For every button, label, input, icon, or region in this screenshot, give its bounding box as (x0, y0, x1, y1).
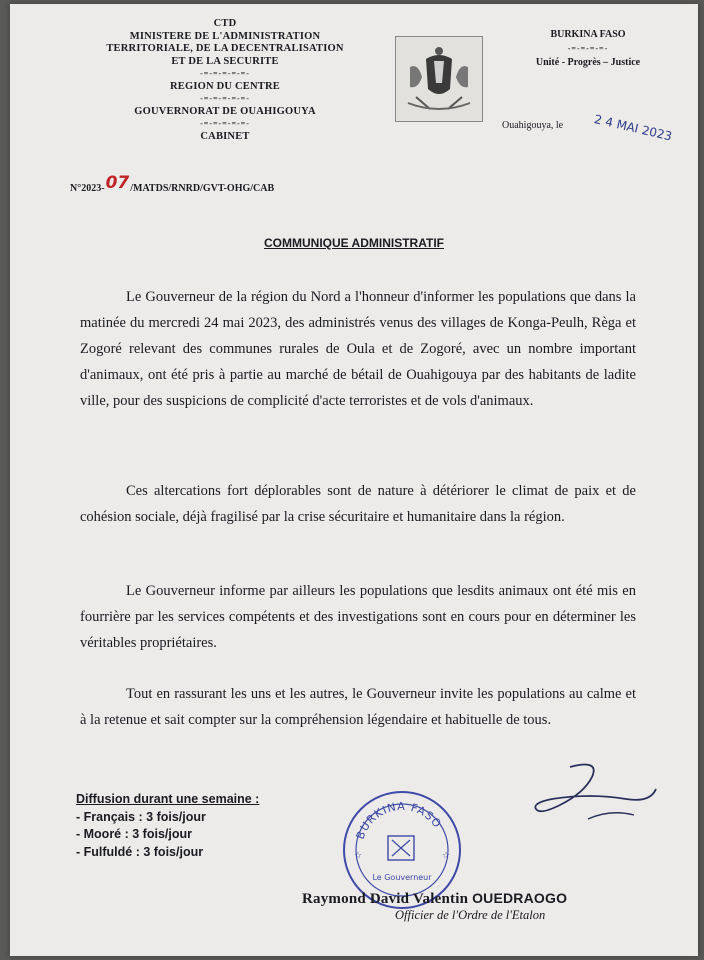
paragraph-1: Le Gouverneur de la région du Nord a l'honneur d'informer les populations que dans la matinée du mercredi 24 mai 2023, des administrés venus des villages de Konga-Peulh, Règa et Zogoré relevant des communes rurales de Oula et de Zogoré, avec un nombre important d'animaux, ont été pris à partie au marché de bétail de Ouahigouya par des habitants de ladite ville, pour des suspicions de complicité d'acte terroristes et de vols d'animaux. (80, 289, 636, 409)
svg-text:☆: ☆ (442, 851, 451, 861)
paragraph-2: Ces altercations fort déplorables sont de nature à détériorer le climat de paix et de cohésion sociale, déjà fragilisé par la crise sécuritaire et humanitaire dans la région. (80, 483, 636, 525)
ministry-header (80, 18, 370, 143)
header-separator: -=-=-=-=-=- (200, 69, 250, 78)
reference-number (70, 173, 275, 196)
paragraph-4: Tout en rassurant les uns et les autres, le Gouverneur invite les populations au calme et à la retenue et sait compter sur la compréhension légendaire et habituelle de tous. (80, 686, 636, 728)
country-name: BURKINA FASO (550, 29, 626, 40)
date-stamp: 2 4 MAI 2023 (592, 112, 674, 144)
paragraph-3: Le Gouverneur informe par ailleurs les populations que lesdits animaux ont été mis en fourrière par les services compétents et des investigations sont en cours pour en déterminer les véritables propriétaires. (80, 583, 636, 651)
header-region: REGION DU CENTRE (170, 80, 280, 92)
signatory-name (302, 890, 567, 908)
document-page (10, 4, 698, 956)
place-label: Ouahigouya, le (502, 120, 564, 131)
reference-suffix: /MATDS/RNRD/GVT-OHG/CAB (130, 183, 275, 194)
signatory-first-names: Raymond David Valentin (302, 891, 473, 907)
document-title: COMMUNIQUE ADMINISTRATIF (264, 236, 444, 250)
signatory-title: Officier de l'Ordre de l'Etalon (395, 908, 546, 922)
country-separator: -=-=-=-=- (567, 44, 609, 53)
header-separator: -=-=-=-=-=- (200, 94, 250, 103)
stamp-inner-text: Le Gouverneur (372, 873, 432, 882)
country-header (508, 28, 668, 70)
diffusion-item: - Mooré : 3 fois/jour (76, 827, 192, 841)
svg-text:☆: ☆ (354, 851, 363, 861)
signatory-last-name: OUEDRAOGO (472, 890, 568, 906)
header-ctd: CTD (213, 18, 237, 29)
header-gouvernorat: GOUVERNORAT DE OUAHIGOUYA (134, 105, 316, 117)
diffusion-title: Diffusion durant une semaine : (76, 792, 260, 806)
diffusion-item: - Français : 3 fois/jour (76, 809, 206, 824)
header-ministry-line2: TERRITORIALE, DE LA DECENTRALISATION (106, 43, 344, 54)
reference-prefix: N°2023- (70, 183, 105, 194)
national-motto: Unité - Progrès – Justice (535, 57, 641, 68)
coat-of-arms-emblem (395, 36, 483, 122)
stamp-country-text: BURKINA FASO (353, 799, 445, 842)
reference-handwritten-number: 07 (105, 173, 130, 193)
header-ministry-line1: MINISTERE DE L'ADMINISTRATION (129, 30, 321, 42)
header-separator: -=-=-=-=-=- (200, 119, 250, 128)
diffusion-block (76, 791, 259, 861)
header-cabinet: CABINET (200, 130, 250, 142)
diffusion-item: - Fulfuldé : 3 fois/jour (76, 844, 204, 859)
header-ministry-line3: ET DE LA SECURITE (171, 55, 279, 67)
handwritten-signature (530, 759, 660, 829)
